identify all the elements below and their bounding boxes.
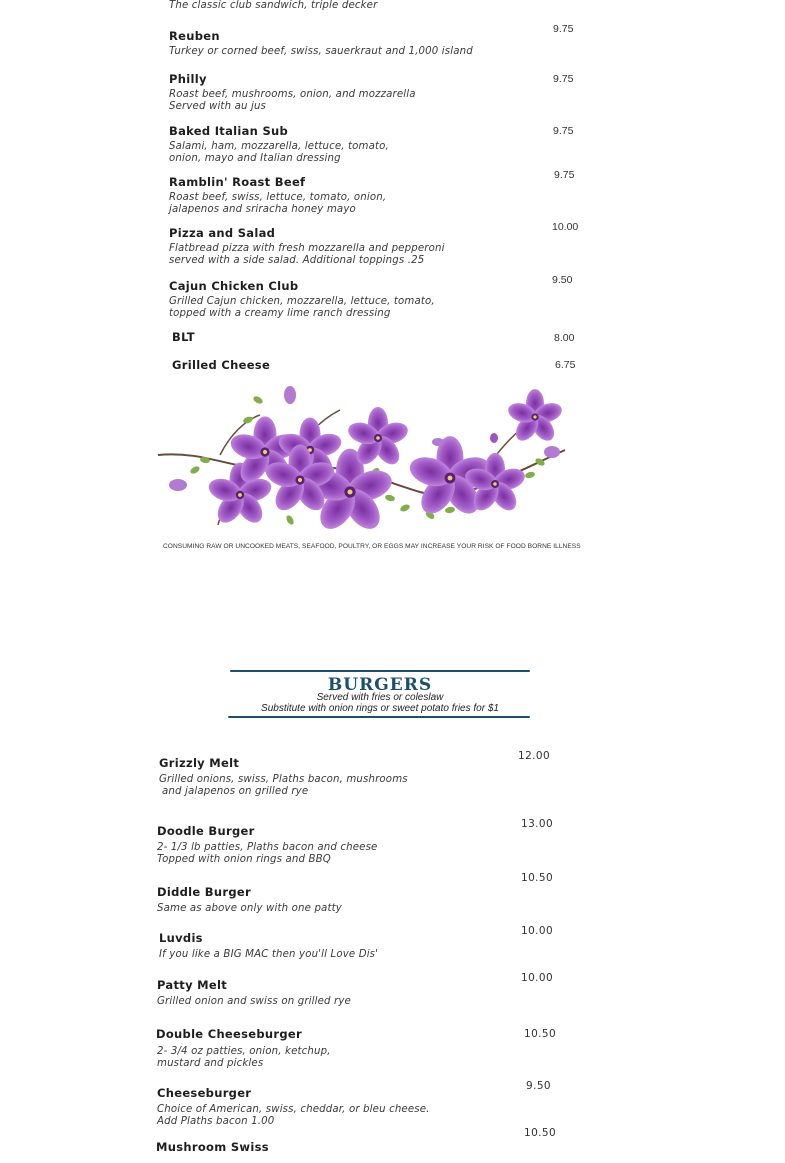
item-name: BLT xyxy=(172,330,195,344)
item-price: 10.50 xyxy=(521,872,554,884)
item-name: Cajun Chicken Club xyxy=(169,279,299,293)
item-description: onion, mayo and Italian dressing xyxy=(169,152,341,164)
purple-flower-garland-icon xyxy=(150,380,580,540)
item-name: Grizzly Melt xyxy=(159,756,240,770)
menu-item xyxy=(169,72,416,112)
item-description: jalapenos and sriracha honey mayo xyxy=(169,203,356,215)
menu-item xyxy=(169,175,386,215)
item-description: Choice of American, swiss, cheddar, or bleu cheese. xyxy=(157,1104,430,1115)
item-name: Cheeseburger xyxy=(157,1086,252,1100)
item-description: Grilled onions, swiss, Plaths bacon, mushrooms xyxy=(159,774,408,785)
item-price: 12.00 xyxy=(518,750,551,762)
item-price: 9.75 xyxy=(553,73,574,85)
item-description: 2- 3/4 oz patties, onion, ketchup, xyxy=(157,1046,331,1057)
menu-item xyxy=(157,978,351,1008)
item-price: 6.75 xyxy=(555,359,576,371)
menu-item xyxy=(159,756,408,797)
section-title: BURGERS xyxy=(327,675,433,695)
item-description: 2- 1/3 lb patties, Plaths bacon and cheese xyxy=(157,842,378,853)
menu-item xyxy=(159,931,378,961)
item-description: topped with a creamy lime ranch dressing xyxy=(169,307,391,319)
menu-item xyxy=(169,226,445,266)
item-description: served with a side salad. Additional toppings .25 xyxy=(169,254,425,266)
item-price: 10.00 xyxy=(521,972,554,984)
section-subtitle: Substitute with onion rings or sweet potato fries for $1 xyxy=(261,703,499,714)
item-name: Philly xyxy=(169,72,207,86)
menu-item xyxy=(169,279,435,319)
item-name: Grilled Cheese xyxy=(172,358,271,372)
item-description: Served with au jus xyxy=(169,100,267,112)
item-price: 13.00 xyxy=(521,818,554,830)
item-name: Ramblin' Roast Beef xyxy=(169,175,306,189)
club-description: The classic club sandwich, triple decker xyxy=(169,0,378,11)
item-description: If you like a BIG MAC then you'll Love Dis' xyxy=(159,949,379,960)
menu-item xyxy=(169,124,389,164)
menu-item xyxy=(157,885,342,915)
item-description: Salami, ham, mozzarella, lettuce, tomato, xyxy=(169,141,389,152)
item-description: mustard and pickles xyxy=(157,1057,264,1069)
item-name: Doodle Burger xyxy=(157,824,255,838)
item-price: 9.75 xyxy=(553,23,574,35)
item-price: 8.00 xyxy=(554,332,575,344)
divider xyxy=(230,670,530,672)
item-price: 9.50 xyxy=(552,274,573,286)
item-price: 9.75 xyxy=(554,169,575,181)
menu-item xyxy=(156,1027,331,1069)
item-name: Mushroom Swiss xyxy=(156,1140,269,1154)
menu-item xyxy=(157,824,377,865)
item-price: 10.00 xyxy=(521,925,554,937)
item-name: Diddle Burger xyxy=(157,885,251,899)
menu-item xyxy=(157,1086,430,1127)
item-description: Add Plaths bacon 1.00 xyxy=(157,1115,275,1127)
item-price: 9.75 xyxy=(553,125,574,137)
item-description: Roast beef, mushrooms, onion, and mozzarella xyxy=(169,89,416,100)
item-description: Grilled onion and swiss on grilled rye xyxy=(157,996,351,1007)
food-safety-warning: CONSUMING RAW OR UNCOOKED MEATS, SEAFOOD, POULTRY, OR EGGS MAY INCREASE YOUR RISK OF FOOD BORNE ILLNESS xyxy=(163,543,581,550)
menu-item xyxy=(169,29,473,58)
item-description: and jalapenos on grilled rye xyxy=(162,785,309,797)
item-price: 9.50 xyxy=(526,1080,551,1092)
item-name: Double Cheeseburger xyxy=(156,1027,302,1041)
item-description: Same as above only with one patty xyxy=(157,903,342,914)
item-description: Turkey or corned beef, swiss, sauerkraut and 1,000 island xyxy=(169,46,473,57)
item-name: Luvdis xyxy=(159,931,203,945)
item-description: Roast beef, swiss, lettuce, tomato, onion, xyxy=(169,192,387,203)
item-price: 10.50 xyxy=(524,1127,557,1139)
item-price: 10.50 xyxy=(524,1028,557,1040)
item-price: 10.00 xyxy=(552,221,579,233)
item-name: Patty Melt xyxy=(157,978,228,992)
item-description: Flatbread pizza with fresh mozzarella and pepperoni xyxy=(169,243,445,254)
item-description: Topped with onion rings and BBQ xyxy=(157,853,331,865)
divider xyxy=(228,716,530,718)
section-subtitle: Served with fries or coleslaw xyxy=(316,692,444,703)
item-name: Reuben xyxy=(169,29,220,43)
item-name: Pizza and Salad xyxy=(169,226,276,240)
item-description: Grilled Cajun chicken, mozzarella, lettuce, tomato, xyxy=(169,296,435,307)
item-name: Baked Italian Sub xyxy=(169,124,289,138)
